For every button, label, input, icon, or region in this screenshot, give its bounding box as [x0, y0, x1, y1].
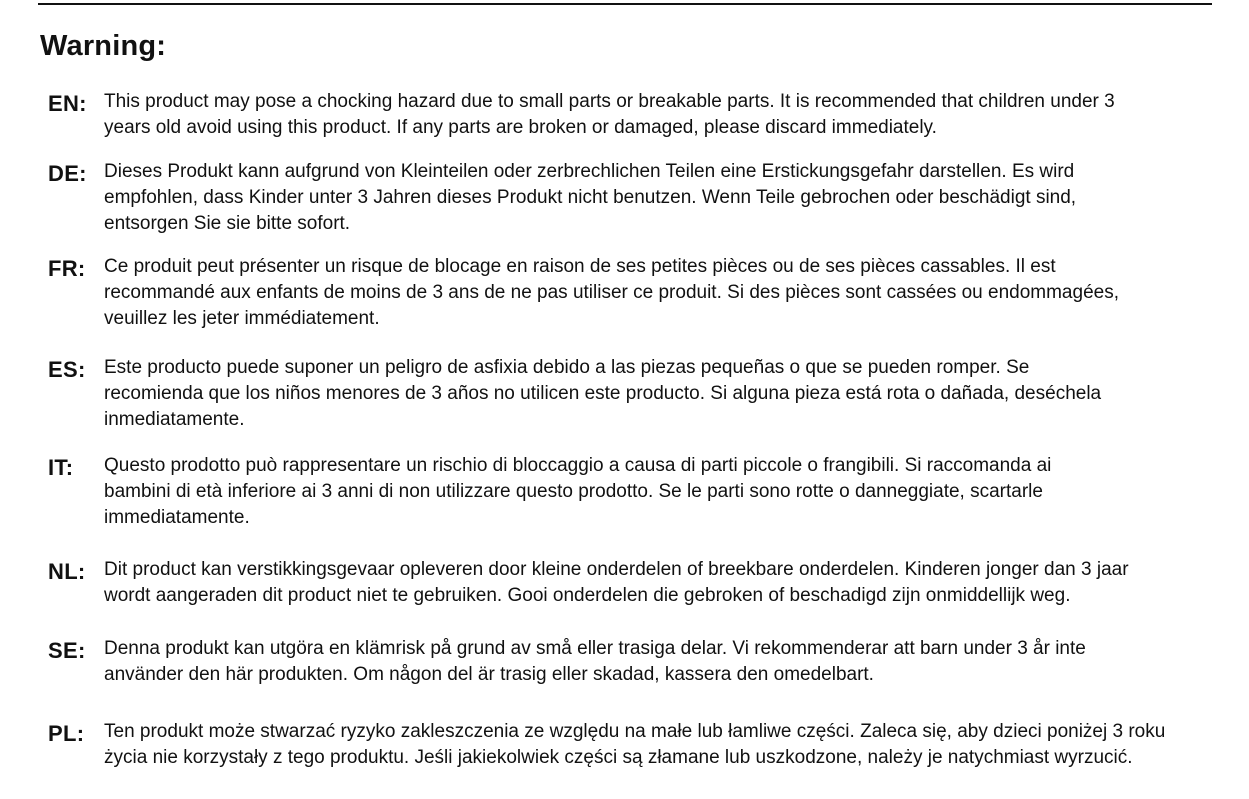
language-code: DE: — [48, 161, 87, 186]
warning-text: This product may pose a chocking hazard due to small parts or breakable parts. It is recommended that children under 3 years old avoid using this product. If any parts are broken or damaged, please discard immediately. — [104, 91, 1115, 138]
language-code: SE: — [48, 638, 86, 663]
warning-heading: Warning: — [40, 30, 167, 62]
language-code: FR: — [48, 256, 86, 281]
language-code: EN: — [48, 91, 87, 116]
language-code: ES: — [48, 357, 86, 382]
language-code: NL: — [48, 559, 86, 584]
warning-text: Ten produkt może stwarzać ryzyko zakleszczenia ze względu na małe lub łamliwe części. Zaleca się, aby dzieci poniżej 3 roku życia nie korzystały z tego produktu. Jeśli jakiekolwiek części są złamane lub uszkodzone, należy je natychmiast wyrzucić. — [104, 721, 1166, 768]
warning-text: Dieses Produkt kann aufgrund von Kleinteilen oder zerbrechlichen Teilen eine Erstickungsgefahr darstellen. Es wird empfohlen, dass Kinder unter 3 Jahren dieses Produkt nicht benutzen. Wenn Teile gebrochen oder beschädigt sind, entsorgen Sie sie bitte sofort. — [104, 161, 1077, 234]
warning-text: Questo prodotto può rappresentare un rischio di bloccaggio a causa di parti piccole o frangibili. Si raccomanda ai bambini di età inferiore ai 3 anni di non utilizzare questo prodotto. Se le parti sono rotte o danneggiate, scartarle immediatamente. — [104, 455, 1052, 528]
top-divider — [38, 3, 1212, 5]
warning-text: Ce produit peut présenter un risque de blocage en raison de ses petites pièces ou de ses pièces cassables. Il est recommandé aux enfants de moins de 3 ans de ne pas utiliser ce produit. Si des pièces sont cassées ou endommagées, veuillez les jeter immédiatement. — [104, 256, 1119, 329]
language-code: IT: — [48, 455, 74, 480]
warning-text: Este producto puede suponer un peligro de asfixia debido a las piezas pequeñas o que se pueden romper. Se recomienda que los niños menores de 3 años no utilicen este producto. Si alguna pieza está rota o dañada, deséchela inmediatamente. — [104, 357, 1102, 430]
warning-text: Dit product kan verstikkingsgevaar opleveren door kleine onderdelen of breekbare onderdelen. Kinderen jonger dan 3 jaar wordt aangeraden dit product niet te gebruiken. Gooi onderdelen die gebroken of beschadigd zijn onmiddellijk weg. — [104, 559, 1129, 606]
language-code: PL: — [48, 721, 85, 746]
warning-text: Denna produkt kan utgöra en klämrisk på grund av små eller trasiga delar. Vi rekommenderar att barn under 3 år inte använder den här produkten. Om någon del är trasig eller skadad, kassera den omedelbart. — [104, 638, 1086, 685]
